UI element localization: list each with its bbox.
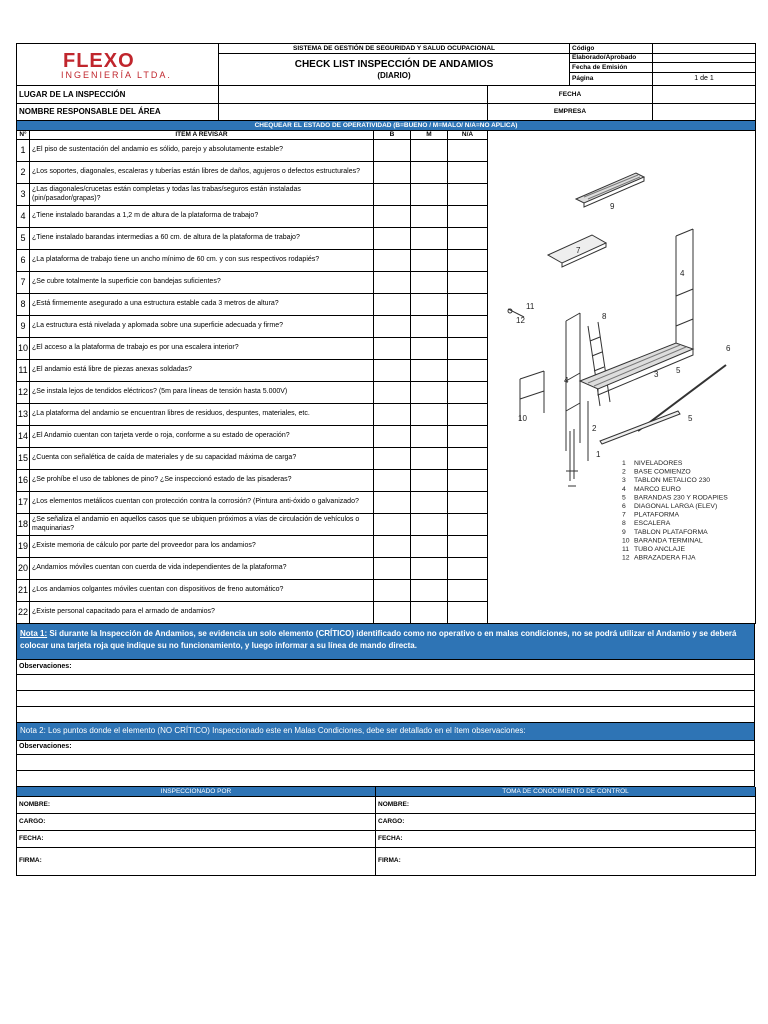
meta-label-issue-date: Fecha de Emisión	[570, 63, 653, 73]
rating-cell-bad[interactable]	[411, 602, 448, 624]
item-number: 22	[17, 602, 30, 624]
legend-label: BARANDAS 230 Y RODAPIES	[634, 494, 728, 502]
diagram-callout: 12	[516, 316, 525, 325]
col-header-na: N/A	[448, 131, 488, 140]
document-title: CHECK LIST INSPECCIÓN DE ANDAMIOS	[294, 59, 494, 70]
document-title-cell	[219, 53, 570, 85]
note-critical-text: Si durante la Inspección de Andamios, se evidencia un solo elemento (CRÍTICO) identificado como no operativo o en malas condiciones, no se podrá utilizar el Andamio y se deberá colocar una tarjeta roja que indique su no funcionamiento, y luego informar a su línea de mando directa.	[20, 629, 737, 650]
item-question: ¿Andamios móviles cuentan con cuerda de vida independientes de la plataforma?	[30, 558, 374, 580]
rating-cell-na[interactable]	[448, 514, 488, 536]
system-title: SISTEMA DE GESTIÓN DE SEGURIDAD Y SALUD OCUPACIONAL	[219, 44, 570, 54]
item-question: ¿El acceso a la plataforma de trabajo es por una escalera interior?	[30, 338, 374, 360]
item-question: ¿Se prohíbe el uso de tablones de pino? ¿Se inspeccionó estado de las pisaderas?	[30, 470, 374, 492]
diagram-callout: 4	[680, 269, 685, 278]
place-label: LUGAR DE LA INSPECCIÓN	[17, 86, 219, 103]
rating-cell-na[interactable]	[448, 206, 488, 228]
legend-number: 11	[622, 546, 630, 553]
rating-cell-good[interactable]	[374, 250, 411, 272]
item-number: 5	[17, 228, 30, 250]
item-number: 18	[17, 514, 30, 536]
item-number: 14	[17, 426, 30, 448]
col-header-bad: M	[411, 131, 448, 140]
rating-cell-na[interactable]	[448, 558, 488, 580]
rating-cell-na[interactable]	[448, 360, 488, 382]
diagram-callout: 11	[526, 302, 535, 311]
responsible-field[interactable]	[219, 103, 488, 120]
item-question: ¿El piso de sustentación del andamio es sólido, parejo y absolutamente estable?	[30, 140, 374, 162]
item-question: ¿Tiene instalado barandas intermedias a 60 cm. de altura de la plataforma de trabajo?	[30, 228, 374, 250]
item-number: 9	[17, 316, 30, 338]
item-question: ¿Se cubre totalmente la superficie con bandejas suficientes?	[30, 272, 374, 294]
item-number: 19	[17, 536, 30, 558]
item-question: ¿Se señaliza el andamio en aquellos casos que se ubiquen próximos a vías de circulación de vehículos o maquinarias?	[30, 514, 374, 536]
rating-cell-good[interactable]	[374, 360, 411, 382]
observation-line[interactable]	[17, 690, 755, 706]
inspector-role-field[interactable]: CARGO:	[17, 813, 376, 830]
info-table	[16, 86, 756, 121]
legend-number: 5	[622, 494, 626, 502]
rating-cell-bad[interactable]	[411, 360, 448, 382]
observation-line[interactable]	[17, 674, 755, 690]
rating-cell-good[interactable]	[374, 448, 411, 470]
diagram-callout: 4	[564, 376, 569, 385]
diagram-callout: 5	[688, 414, 693, 423]
item-number: 13	[17, 404, 30, 426]
inspector-signature-field[interactable]: FIRMA:	[17, 847, 376, 875]
legend-number: 12	[622, 554, 630, 562]
legend-label: BARANDA TERMINAL	[634, 537, 703, 545]
item-question: ¿Las diagonales/crucetas están completas y todas las trabas/seguros están instaladas (pin/pasador/grapas)?	[30, 184, 374, 206]
header-table	[16, 43, 756, 86]
rating-cell-good[interactable]	[374, 140, 411, 162]
rating-cell-good[interactable]	[374, 426, 411, 448]
rating-cell-good[interactable]	[374, 492, 411, 514]
rating-cell-bad[interactable]	[411, 316, 448, 338]
inspector-name-field[interactable]: NOMBRE:	[17, 796, 376, 813]
observations-label-2: Observaciones:	[17, 741, 755, 755]
rating-cell-good[interactable]	[374, 470, 411, 492]
inspector-date-field[interactable]: FECHA:	[17, 830, 376, 847]
observation-line[interactable]	[17, 706, 755, 722]
rating-cell-good[interactable]	[374, 162, 411, 184]
rating-cell-bad[interactable]	[411, 492, 448, 514]
item-question: ¿Cuenta con señalética de caída de materiales y de su capacidad máxima de carga?	[30, 448, 374, 470]
rating-cell-na[interactable]	[448, 602, 488, 624]
legend-number: 4	[622, 485, 626, 493]
date-label: FECHA	[488, 86, 653, 103]
diagram-callout: 9	[610, 202, 615, 211]
rating-cell-na[interactable]	[448, 448, 488, 470]
rating-cell-na[interactable]	[448, 426, 488, 448]
inspection-sheet	[16, 43, 755, 876]
diagram-callout: 3	[654, 370, 659, 379]
scaffold-diagram	[488, 131, 754, 624]
rating-cell-na[interactable]	[448, 228, 488, 250]
item-question: ¿Existe personal capacitado para el armado de andamios?	[30, 602, 374, 624]
checklist-banner: CHEQUEAR EL ESTADO DE OPERATIVIDAD (B=BUENO / M=MALO/ N/A=NO APLICA)	[17, 121, 756, 131]
diagram-callout: 6	[726, 344, 731, 353]
rating-cell-bad[interactable]	[411, 404, 448, 426]
rating-cell-bad[interactable]	[411, 338, 448, 360]
rating-cell-bad[interactable]	[411, 448, 448, 470]
item-question: ¿La plataforma de trabajo tiene un ancho mínimo de 60 cm. y con sus respectivos rodapiés?	[30, 250, 374, 272]
observation-line[interactable]	[17, 771, 755, 787]
company-field[interactable]	[653, 103, 756, 120]
legend-number: 8	[622, 520, 626, 528]
rating-cell-na[interactable]	[448, 492, 488, 514]
item-number: 11	[17, 360, 30, 382]
legend-number: 6	[622, 503, 626, 510]
rating-cell-bad[interactable]	[411, 536, 448, 558]
legend-label: TUBO ANCLAJE	[634, 546, 685, 553]
company-logo	[17, 44, 219, 86]
legend-number: 2	[622, 468, 626, 476]
rating-cell-na[interactable]	[448, 316, 488, 338]
item-question: ¿Tiene instalado barandas a 1,2 m de altura de la plataforma de trabajo?	[30, 206, 374, 228]
col-header-good: B	[374, 131, 411, 140]
date-field[interactable]	[653, 86, 756, 103]
item-number: 6	[17, 250, 30, 272]
meta-value-code[interactable]	[653, 44, 756, 54]
supervisor-role-field[interactable]: CARGO:	[376, 813, 756, 830]
item-question: ¿La estructura está nivelada y aplomada sobre una superficie adecuada y firme?	[30, 316, 374, 338]
rating-cell-bad[interactable]	[411, 228, 448, 250]
meta-value-page: 1 de 1	[653, 73, 756, 86]
frame-illustration	[676, 229, 693, 356]
item-number: 10	[17, 338, 30, 360]
item-number: 20	[17, 558, 30, 580]
scaffold-diagram-cell	[488, 131, 756, 624]
rating-cell-good[interactable]	[374, 536, 411, 558]
legend-label: MARCO EURO	[634, 485, 681, 493]
item-question: ¿Los elementos metálicos cuentan con protección contra la corrosión? (Pintura anti-óxido o galvanizado?	[30, 492, 374, 514]
item-number: 17	[17, 492, 30, 514]
rating-cell-bad[interactable]	[411, 470, 448, 492]
rating-cell-na[interactable]	[448, 250, 488, 272]
rating-cell-bad[interactable]	[411, 206, 448, 228]
checklist-table	[16, 121, 756, 625]
item-question: ¿Los soportes, diagonales, escaleras y tuberías están libres de daños, agujeros o defectos estructurales?	[30, 162, 374, 184]
rating-cell-na[interactable]	[448, 294, 488, 316]
supervisor-signature-field[interactable]: FIRMA:	[376, 847, 756, 875]
rating-cell-good[interactable]	[374, 514, 411, 536]
item-question: ¿La plataforma del andamio se encuentran libres de residuos, despuntes, materiales, etc.	[30, 404, 374, 426]
item-question: ¿El andamio está libre de piezas anexas soldadas?	[30, 360, 374, 382]
rating-cell-good[interactable]	[374, 558, 411, 580]
acknowledged-by-header: TOMA DE CONOCIMIENTO DE CONTROL	[376, 787, 756, 796]
legend-label: TABLON METALICO 230	[634, 477, 711, 485]
meta-label-page: Página	[570, 73, 653, 86]
note-non-critical-text: Nota 2: Los puntos donde el elemento (NO CRÍTICO) Inspeccionado este en Malas Condiciones, debe ser detallado en el ítem observaciones:	[20, 725, 526, 735]
col-header-number: N°	[17, 131, 30, 140]
item-number: 1	[17, 140, 30, 162]
diagram-callout: 10	[518, 414, 527, 423]
note-critical	[16, 624, 755, 660]
legend-label: NIVELADORES	[634, 460, 683, 467]
rating-cell-na[interactable]	[448, 140, 488, 162]
legend-label: DIAGONAL LARGA (ELEV)	[634, 503, 718, 510]
diagram-callout: 2	[592, 424, 597, 433]
company-label: EMPRESA	[488, 103, 653, 120]
rating-cell-bad[interactable]	[411, 184, 448, 206]
supervisor-date-field[interactable]: FECHA:	[376, 830, 756, 847]
rating-cell-good[interactable]	[374, 184, 411, 206]
rating-cell-na[interactable]	[448, 536, 488, 558]
item-number: 2	[17, 162, 30, 184]
item-number: 7	[17, 272, 30, 294]
base-illustration	[566, 401, 588, 486]
legend-number: 10	[622, 537, 630, 545]
signature-table	[16, 787, 756, 876]
rating-cell-bad[interactable]	[411, 140, 448, 162]
logo-wordmark: FLEXO	[63, 49, 135, 72]
observations-table-2	[16, 741, 755, 788]
rating-cell-bad[interactable]	[411, 294, 448, 316]
legend-label: PLATAFORMA	[634, 511, 680, 519]
item-number: 4	[17, 206, 30, 228]
logo-subtitle: INGENIERÍA LTDA.	[61, 69, 172, 80]
legend-label: BASE COMIENZO	[634, 468, 691, 476]
legend-label: TABLON PLATAFORMA	[634, 528, 708, 536]
diagram-callout: 7	[576, 246, 581, 255]
ladder-illustration	[588, 322, 610, 406]
rating-cell-na[interactable]	[448, 404, 488, 426]
observations-label-1: Observaciones:	[17, 660, 755, 674]
place-field[interactable]	[219, 86, 488, 103]
document-subtitle: (DIARIO)	[377, 70, 411, 80]
rating-cell-na[interactable]	[448, 162, 488, 184]
rating-cell-bad[interactable]	[411, 382, 448, 404]
rating-cell-good[interactable]	[374, 228, 411, 250]
item-question: ¿Se instala lejos de tendidos eléctricos? (5m para líneas de tensión hasta 5.000V)	[30, 382, 374, 404]
note-non-critical	[16, 723, 755, 741]
item-question: ¿Los andamios colgantes móviles cuentan con dispositivos de freno automático?	[30, 580, 374, 602]
meta-label-approved: Elaborado/Aprobado	[570, 53, 653, 63]
item-number: 16	[17, 470, 30, 492]
rating-cell-good[interactable]	[374, 316, 411, 338]
rating-cell-na[interactable]	[448, 470, 488, 492]
rating-cell-good[interactable]	[374, 338, 411, 360]
item-number: 12	[17, 382, 30, 404]
rating-cell-na[interactable]	[448, 184, 488, 206]
rating-cell-bad[interactable]	[411, 162, 448, 184]
legend-number: 3	[622, 477, 626, 485]
rating-cell-bad[interactable]	[411, 426, 448, 448]
item-question: ¿El Andamio cuentan con tarjeta verde o roja, conforme a su estado de operación?	[30, 426, 374, 448]
meta-value-approved[interactable]	[653, 53, 756, 63]
railing-illustration	[600, 411, 680, 444]
diagram-callout: 5	[676, 366, 681, 375]
rating-cell-good[interactable]	[374, 404, 411, 426]
legend-number: 7	[622, 511, 626, 519]
legend-label: ABRAZADERA FIJA	[634, 554, 696, 562]
item-question: ¿Existe memoria de cálculo por parte del proveedor para los andamios?	[30, 536, 374, 558]
item-number: 3	[17, 184, 30, 206]
rating-cell-bad[interactable]	[411, 514, 448, 536]
item-number: 15	[17, 448, 30, 470]
item-number: 8	[17, 294, 30, 316]
rating-cell-na[interactable]	[448, 580, 488, 602]
observations-table-1	[16, 660, 755, 723]
rating-cell-na[interactable]	[448, 382, 488, 404]
observation-line[interactable]	[17, 755, 755, 771]
note-critical-label: Nota 1:	[20, 629, 48, 638]
rating-cell-bad[interactable]	[411, 558, 448, 580]
item-number: 21	[17, 580, 30, 602]
inspected-by-header: INSPECCIONADO POR	[17, 787, 376, 796]
item-question: ¿Está firmemente asegurado a una estructura estable cada 3 metros de altura?	[30, 294, 374, 316]
rating-cell-bad[interactable]	[411, 250, 448, 272]
diagram-callout: 1	[596, 450, 601, 459]
rating-cell-good[interactable]	[374, 602, 411, 624]
legend-number: 1	[622, 460, 626, 467]
col-header-item: ITEM A REVISAR	[30, 131, 374, 140]
rating-cell-na[interactable]	[448, 272, 488, 294]
rating-cell-bad[interactable]	[411, 580, 448, 602]
rating-cell-good[interactable]	[374, 206, 411, 228]
rating-cell-good[interactable]	[374, 272, 411, 294]
legend-label: ESCALERA	[634, 520, 671, 528]
legend-number: 9	[622, 528, 626, 536]
rating-cell-good[interactable]	[374, 382, 411, 404]
meta-label-code: Código	[570, 44, 653, 54]
rating-cell-good[interactable]	[374, 580, 411, 602]
meta-value-issue-date[interactable]	[653, 63, 756, 73]
supervisor-name-field[interactable]: NOMBRE:	[376, 796, 756, 813]
responsible-label: NOMBRE RESPONSABLE DEL ÁREA	[17, 103, 219, 120]
rating-cell-bad[interactable]	[411, 272, 448, 294]
diagram-callout: 8	[602, 312, 607, 321]
rating-cell-good[interactable]	[374, 294, 411, 316]
rating-cell-na[interactable]	[448, 338, 488, 360]
